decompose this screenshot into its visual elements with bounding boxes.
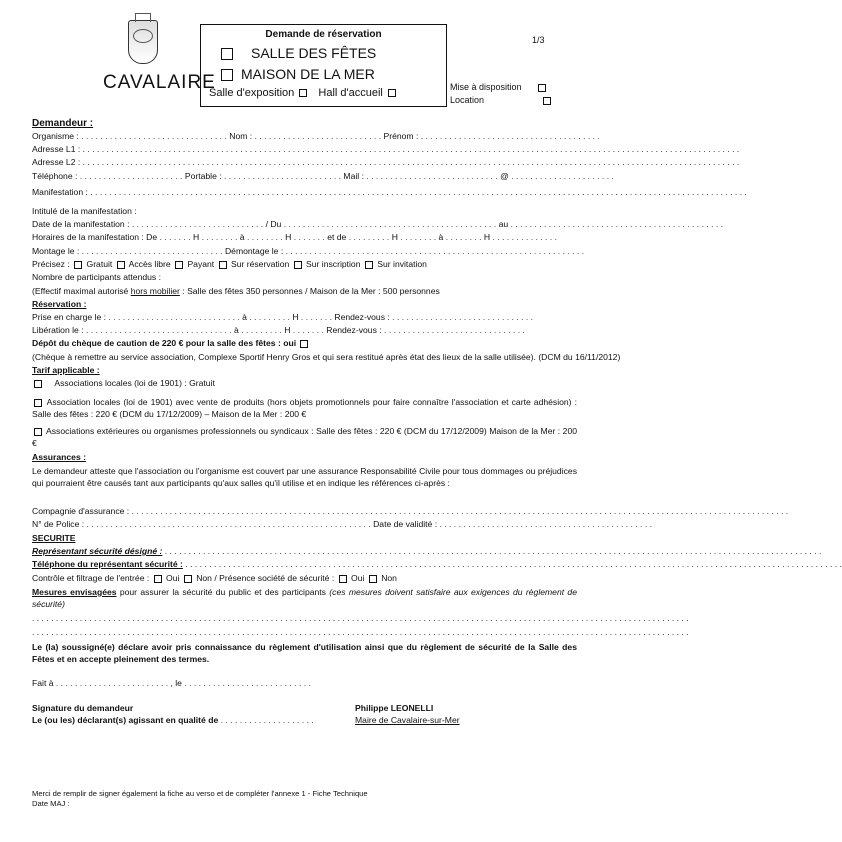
a-label: à: [239, 232, 245, 242]
tarif3-row: [32, 426, 577, 449]
footer-date: Date MAJ :: [32, 799, 70, 808]
manifestation-label: Manifestation :: [32, 187, 88, 197]
nom-label: Nom :: [229, 131, 253, 141]
et-de-label: et de: [327, 232, 347, 242]
police-label: N° de Police :: [32, 519, 85, 529]
adresse1-label: Adresse L1 :: [32, 144, 81, 154]
au-label: au: [498, 219, 509, 229]
cavalaire-logo: [103, 20, 216, 108]
le-label: , le: [170, 678, 182, 688]
intitule-label: Intitulé de la manifestation :: [32, 206, 137, 216]
tarif3-label: Associations extérieures ou organismes professionnels ou syndicaux : Salle des fêtes : 220 € (DCM du 17/12/2009) Maison de la Mer : 200 €: [32, 426, 577, 448]
checkbox-cheque-oui[interactable]: [300, 340, 308, 348]
representant-label: Représentant sécurité désigné :: [32, 546, 163, 556]
maire-name: Philippe LEONELLI: [355, 703, 434, 713]
option-maison-label: MAISON DE LA MER: [241, 66, 375, 82]
precisez-row: [32, 260, 577, 270]
checkbox-controle-non[interactable]: [184, 575, 192, 583]
effectif-note: [32, 287, 577, 297]
fait-label: Fait à: [32, 678, 54, 688]
checkbox-mise[interactable]: [538, 84, 546, 92]
compagnie-row[interactable]: [32, 507, 577, 517]
tarif2-label: Association locales (loi de 1901) avec vente de produits (hors objets promotionnels pour faire connaître l'association et carte adhésion) : Salle des fêtes : 220 € (DCM du 17/12/2009) – Maison de la Mer : 200 €: [32, 397, 577, 419]
gratuit-label: Gratuit: [86, 259, 113, 269]
adresse2-row[interactable]: [32, 158, 577, 168]
logo-text: CAVALAIRE: [103, 72, 216, 93]
prise-label: Prise en charge le :: [32, 312, 107, 322]
sur-inscription-label: Sur inscription: [306, 259, 361, 269]
a-label: à: [234, 325, 239, 335]
intitule-row[interactable]: [32, 207, 577, 217]
payant-label: Payant: [187, 259, 215, 269]
tarif1-label: Associations locales (loi de 1901) : Gratuit: [54, 378, 215, 388]
participants-row[interactable]: [32, 273, 577, 283]
checkbox-sur-reservation[interactable]: [219, 261, 227, 269]
tel-representant-label: Téléphone du représentant sécurité :: [32, 559, 183, 569]
checkbox-maison-de-la-mer[interactable]: [221, 69, 233, 81]
checkbox-presence-non[interactable]: [369, 575, 377, 583]
checkbox-salle-des-fetes[interactable]: [221, 48, 233, 60]
checkbox-sur-invitation[interactable]: [365, 261, 373, 269]
mesures-row: [32, 587, 577, 610]
compagnie-label: Compagnie d'assurance :: [32, 506, 130, 516]
organisme-row[interactable]: Organisme : . . . . . . . . . . . . . . . . . . . . . . . . . . . . . . . Nom : . . . . . . . . . . . . . . . . . . . . . . . . . . . Prénom : . . . . . . . . . . . . . . . . . . . . . . . . . . . . . . . . . . . . . .: [32, 131, 600, 141]
signature-label: Signature du demandeur: [32, 703, 134, 713]
organisme-label: Organisme :: [32, 131, 79, 141]
tarif1-row: [32, 379, 577, 389]
section-tarif: Tarif applicable :: [32, 365, 100, 375]
reservation-type-box: [200, 24, 447, 107]
maire-title: Maire de Cavalaire-sur-Mer: [355, 715, 460, 725]
h-label: H: [284, 325, 291, 335]
horaires-label: Horaires de la manifestation : De: [32, 232, 158, 242]
non-label: Non: [381, 573, 397, 583]
option-salle-label: SALLE DES FÊTES: [251, 45, 377, 61]
tarif2-row: [32, 397, 577, 420]
tel-representant-row[interactable]: [32, 560, 577, 570]
section-reservation: Réservation :: [32, 299, 87, 309]
location: [450, 95, 553, 105]
declarant-label: Le (ou les) déclarant(s) agissant en qualité de: [32, 715, 219, 725]
du-label: / Du: [265, 219, 282, 229]
acces-libre-label: Accès libre: [128, 259, 171, 269]
non-presence-label: Non / Présence société de sécurité :: [196, 573, 335, 583]
sub-options: [209, 87, 398, 100]
crest-icon: [128, 20, 158, 64]
option-salle-des-fetes: [221, 45, 376, 61]
prise-row[interactable]: Prise en charge le : . . . . . . . . . . . . . . . . . . . . . . . . . . . . à . . . . . . . . . H . . . . . . . Rendez-vous : . . . . . . . . . . . . . . . . . . . . . . . . . . . . . .: [32, 312, 534, 322]
montage-row[interactable]: Montage le : . . . . . . . . . . . . . . . . . . . . . . . . . . . . . . Démontage le : . . . . . . . . . . . . . . . . . . . . . . . . . . . . . . . . . . . . . . . . . . . . . . . . . . . . . . . . . . . . . . .: [32, 246, 585, 256]
liberation-row[interactable]: Libération le : . . . . . . . . . . . . . . . . . . . . . . . . . . . . . . . à . . . . . . . . . H . . . . . . . Rendez-vous : . . . . . . . . . . . . . . . . . . . . . . . . . . . . . .: [32, 325, 525, 335]
mail-label: Mail :: [343, 171, 364, 181]
a-label: à: [242, 312, 247, 322]
prenom-label: Prénom :: [383, 131, 419, 141]
h-label: H: [285, 232, 292, 242]
precisez-label: Précisez :: [32, 259, 70, 269]
controle-label: Contrôle et filtrage de l'entrée :: [32, 573, 150, 583]
mesures-line-1[interactable]: [32, 614, 577, 624]
checkbox-expo[interactable]: [299, 89, 307, 97]
h-label: H: [391, 232, 398, 242]
police-row[interactable]: N° de Police : . . . . . . . . . . . . . . . . . . . . . . . . . . . . . . . . . . . . . . . . . . . . . . . . . . . . . . . . . . . . Date de validité : . . . . . . . . . . . . . . . . . . . . . . . . . . . . . . . . . . . . . . . . . . . . .: [32, 519, 652, 529]
manifestation-row[interactable]: [32, 188, 577, 198]
cheque-note: (Chèque à remettre au service association, Complexe Sportif Henry Gros et qui sera restitué après état des lieux de la salle utilisée). (DCM du 16/11/2012): [32, 352, 621, 362]
effectif-suffix: : Salle des fêtes 350 personnes / Maison de la Mer : 500 personnes: [179, 286, 440, 296]
oui-label: Oui: [166, 573, 180, 583]
checkbox-tarif3[interactable]: [34, 428, 42, 436]
checkbox-hall[interactable]: [388, 89, 396, 97]
adresse1-row[interactable]: [32, 145, 577, 155]
form-title: Demande de réservation: [265, 29, 382, 40]
rendez-vous-label: Rendez-vous :: [334, 312, 390, 322]
telephone-label: Téléphone :: [32, 171, 78, 181]
checkbox-tarif1[interactable]: [34, 380, 42, 388]
effectif-prefix: (Effectif maximal autorisé: [32, 286, 131, 296]
liberation-label: Libération le :: [32, 325, 84, 335]
checkbox-gratuit[interactable]: [74, 261, 82, 269]
date-label: Date de la manifestation :: [32, 219, 130, 229]
at-sign: @: [500, 171, 509, 181]
checkbox-payant[interactable]: [175, 261, 183, 269]
h-label: H: [483, 232, 491, 242]
checkbox-controle-oui[interactable]: [154, 575, 162, 583]
effectif-underlined: hors mobilier: [130, 286, 180, 296]
assurance-text: Le demandeur atteste que l'association ou l'organisme est couvert par une assurance Responsabilité Civile pour tous dommages ou préjudices qui pourraient être causés tant aux participants qu'aux salles qu'il utilise et en indique les références ci-après :: [32, 466, 577, 488]
cheque-row: [32, 339, 577, 349]
portable-label: Portable :: [184, 171, 222, 181]
date-row[interactable]: Date de la manifestation : . . . . . . . . . . . . . . . . . . . . . . . . . . . . / Du . . . . . . . . . . . . . . . . . . . . . . . . . . . . . . . . . . . . . . . . . . . . . au . . . . . . . . . . . . . . . . . . . . . . . . . . . . . . . . . . . . . . . . . . . . .: [32, 219, 724, 229]
sur-invitation-label: Sur invitation: [377, 259, 427, 269]
section-demandeur: Demandeur :: [32, 118, 94, 129]
mesures-label: Mesures envisagées: [32, 587, 117, 597]
footer-note: Merci de remplir de signer également la fiche au verso et de compléter l'annexe 1 - Fiche Technique: [32, 789, 368, 798]
demontage-label: Démontage le :: [224, 246, 284, 256]
fait-row[interactable]: Fait à . . . . . . . . . . . . . . . . . . . . . . . . , le . . . . . . . . . . . . . . . . . . . . . . . . . . .: [32, 678, 311, 688]
participants-label: Nombre de participants attendus :: [32, 272, 161, 282]
section-securite: SECURITE: [32, 533, 76, 543]
adresse2-label: Adresse L2 :: [32, 157, 81, 167]
horaires-row[interactable]: Horaires de la manifestation : De . . . . . . . H . . . . . . . . à . . . . . . . . H . . . . . . . et de . . . . . . . . . H . . . . . . . . à . . . . . . . . H . . . . . . . . . . . . . .: [32, 232, 557, 242]
montage-label: Montage le :: [32, 246, 80, 256]
mesures-text: pour assurer la sécurité du public et des participants: [116, 587, 330, 597]
hall-label: Hall d'accueil: [318, 87, 383, 99]
cheque-label: Dépôt du chèque de caution de 220 € pour la salle des fêtes : oui: [32, 338, 297, 348]
oui-label: Oui: [351, 573, 365, 583]
representant-row[interactable]: [32, 547, 577, 557]
expo-label: Salle d'exposition: [209, 87, 295, 99]
mise-a-disposition: [450, 82, 548, 92]
checkbox-tarif2[interactable]: [34, 399, 42, 407]
checkbox-acces-libre[interactable]: [117, 261, 125, 269]
checkbox-sur-inscription[interactable]: [294, 261, 302, 269]
rendez-vous-label: Rendez-vous :: [326, 325, 382, 335]
checkbox-location[interactable]: [543, 97, 551, 105]
declarant-row[interactable]: Le (ou les) déclarant(s) agissant en qualité de . . . . . . . . . . . . . . . . . . . .: [32, 715, 314, 725]
mise-label: Mise à disposition: [450, 82, 522, 92]
mesures-line-2[interactable]: [32, 628, 577, 638]
controle-row: [32, 574, 577, 584]
option-maison-de-la-mer: [221, 66, 375, 82]
validite-label: Date de validité :: [373, 519, 438, 529]
mesures-italic: (ces mesures doivent satisfaire aux exigences du règlement de sécurité): [32, 587, 577, 609]
section-assurances: Assurances :: [32, 452, 86, 462]
a-label: à: [438, 232, 444, 242]
telephone-row[interactable]: Téléphone : . . . . . . . . . . . . . . . . . . . . . . Portable : . . . . . . . . . . . . . . . . . . . . . . . . . Mail : . . . . . . . . . . . . . . . . . . . . . . . . . . . . @ . . . . . . . . . . . . . . . . . . . . . .: [32, 171, 614, 181]
declaration: Le (la) soussigné(e) déclare avoir pris connaissance du règlement d'utilisation ainsi que du règlement de sécurité de la Salle des Fêtes et en accepte pleinement des termes.: [32, 642, 577, 664]
h-label: H: [192, 232, 200, 242]
h-label: H: [292, 312, 299, 322]
sur-reservation-label: Sur réservation: [230, 259, 290, 269]
checkbox-presence-oui[interactable]: [339, 575, 347, 583]
location-label: Location: [450, 95, 485, 105]
page-number: 1/3: [532, 35, 545, 45]
